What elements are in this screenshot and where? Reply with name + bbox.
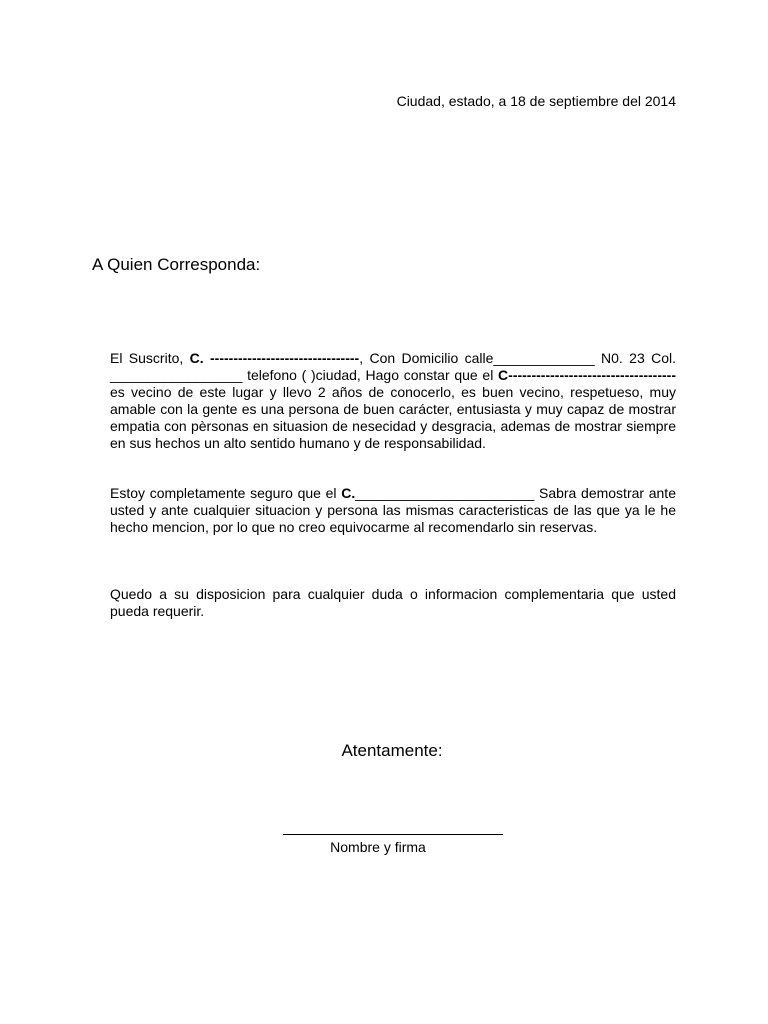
paragraph-1-bold-name-a: C. -------------------------------- [189, 350, 360, 366]
body-paragraph-1 [110, 350, 676, 452]
paragraph-2-text-b: _______________________ Sabra demostrar ante usted y ante cualquier situacion y persona las mismas caracteristicas de las que ya le he hecho mencion, por lo que no creo equivocarme al recomendarlo sin reservas. [110, 485, 676, 535]
paragraph-1-text-a: El Suscrito, [110, 350, 190, 366]
paragraph-1-bold-name-b: C------------------------------------ [498, 367, 676, 383]
paragraph-1-text-c: es vecino de este lugar y llevo 2 años de conocerlo, es buen vecino, respetueso, muy amable con la gente es una persona de buen carácter, entusiasta y muy capaz de mostrar empatia con pèrsonas en situasion de nesecidad y desgracia, ademas de mostrar siempre en sus hechos un alto sentido humano y de responsabilidad. [110, 384, 676, 451]
body-paragraph-3: Quedo a su disposicion para cualquier duda o informacion complementaria que usted pueda requerir. [110, 586, 676, 619]
greeting: A Quien Corresponda: [92, 255, 261, 274]
paragraph-2-bold-name: C. [341, 485, 356, 501]
signature-line [283, 820, 503, 835]
signature-label: Nombre y firma [330, 839, 426, 855]
closing: Atentamente: [341, 741, 443, 760]
paragraph-2-text-a: Estoy completamente seguro que el [110, 485, 342, 501]
date-line: Ciudad, estado, a 18 de septiembre del 2014 [396, 93, 676, 109]
paragraph-1-text-b: , Con Domicilio calle_____________ N0. 23 Col. _________________ telefono ( )ciudad, Hago constar que el [110, 350, 677, 383]
body-paragraph-2 [110, 485, 676, 536]
